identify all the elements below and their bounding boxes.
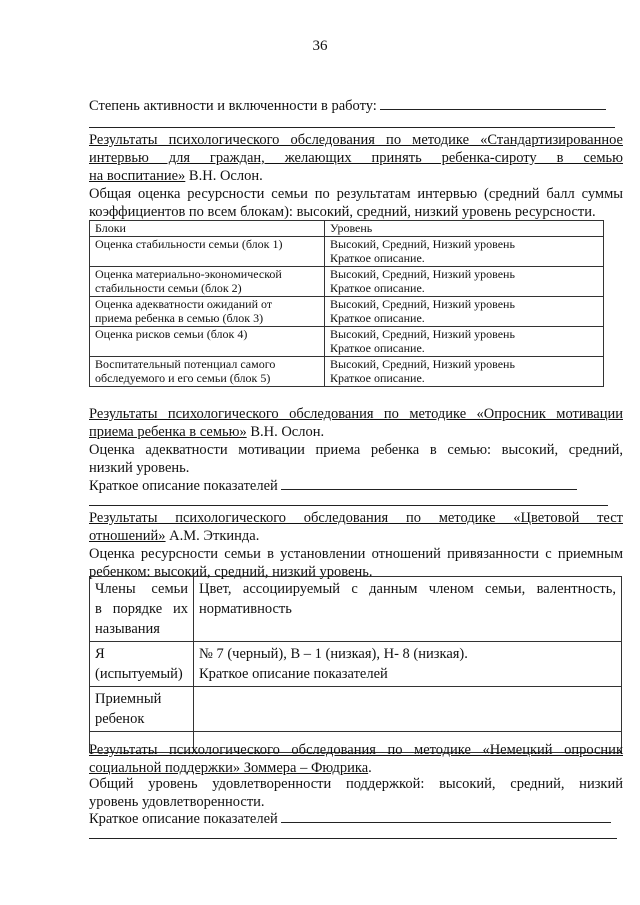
page-number: 36 bbox=[312, 38, 328, 54]
section4-heading-line-2-rest: . bbox=[368, 760, 372, 776]
table-cell-text: Высокий, Средний, Низкий уровень bbox=[330, 326, 515, 341]
table-cell-text: Высокий, Средний, Низкий уровень bbox=[330, 266, 515, 281]
section3-heading-line-2-underlined: отношений» bbox=[89, 528, 166, 544]
section3-heading-line-1: Результаты психологического обследования по методике «Цветовой тест bbox=[89, 510, 623, 526]
table-row bbox=[90, 296, 604, 326]
table-cell-text: нормативность bbox=[199, 601, 292, 617]
table-cell-text: Я bbox=[95, 646, 105, 662]
section2-heading-line-1: Результаты психологического обследования по методике «Опросник мотивации bbox=[89, 406, 623, 422]
section3-heading-line-2-rest: А.М. Эткинда. bbox=[165, 528, 260, 544]
table-cell-text: называния bbox=[95, 621, 160, 637]
section4-summary-line-2 bbox=[89, 838, 617, 839]
section2-text bbox=[89, 441, 623, 477]
table-cell-text: Краткое описание. bbox=[330, 311, 425, 325]
color-test-table bbox=[89, 576, 622, 753]
table-header-members bbox=[90, 577, 194, 642]
section1-heading-line-3-underlined: на воспитание» bbox=[89, 168, 186, 184]
table-cell-level bbox=[325, 356, 604, 386]
section4-text-line-1: Общий уровень удовлетворенности поддержкой: высокий, средний, низкий bbox=[89, 776, 623, 792]
table-cell-level bbox=[325, 296, 604, 326]
table-cell-text: Высокий, Средний, Низкий уровень bbox=[330, 356, 515, 371]
table-cell-text: Оценка адекватности ожиданий от bbox=[95, 296, 273, 311]
table-cell-block bbox=[90, 236, 325, 266]
section2-text-line-1: Оценка адекватности мотивации приема ребенка в семью: высокий, средний, bbox=[89, 442, 623, 458]
table-header-row bbox=[90, 577, 622, 642]
table-cell-level bbox=[325, 326, 604, 356]
section2-summary-line-2 bbox=[89, 505, 608, 506]
section1-text-line-2: коэффициентов по всем блокам): высокий, средний, низкий уровень ресурсности. bbox=[89, 204, 596, 220]
section2-summary-blank bbox=[281, 477, 577, 490]
section2-heading-line-2-rest: В.Н. Ослон. bbox=[246, 424, 325, 440]
table-cell-text: Цвет, ассоциируемый с данным членом семьи, валентность, bbox=[199, 581, 616, 597]
table-row bbox=[90, 642, 622, 687]
table-header-row bbox=[90, 221, 604, 237]
table-row bbox=[90, 266, 604, 296]
family-resources-table bbox=[89, 220, 604, 387]
table-cell-text: Приемный bbox=[95, 691, 162, 707]
table-cell-member bbox=[90, 687, 194, 732]
table-row bbox=[90, 356, 604, 386]
activity-line bbox=[89, 97, 623, 115]
table-cell-text: ребенок bbox=[95, 711, 145, 727]
activity-blank-line-2 bbox=[89, 127, 615, 128]
table-cell-level bbox=[325, 236, 604, 266]
section2-summary-label: Краткое описание показателей bbox=[89, 478, 278, 494]
table-header-level: Уровень bbox=[325, 221, 604, 237]
section4-heading bbox=[89, 741, 623, 777]
table-cell-text: обследуемого и его семьи (блок 5) bbox=[95, 371, 271, 385]
table-cell-text: Воспитательный потенциал самого bbox=[95, 356, 276, 371]
section2-heading bbox=[89, 405, 623, 441]
section1-heading bbox=[89, 131, 623, 185]
table-cell-text: приема ребенка в семью (блок 3) bbox=[95, 311, 264, 325]
table-cell-color bbox=[194, 642, 622, 687]
table-cell-text: в порядке их bbox=[95, 601, 188, 617]
table-cell-text: Краткое описание. bbox=[330, 371, 425, 385]
section1-text-line-1: Общая оценка ресурсности семьи по результатам интервью (средний балл суммы bbox=[89, 186, 623, 202]
table-cell-text: Оценка материально-экономической bbox=[95, 266, 282, 281]
table-cell-text: Оценка рисков семьи (блок 4) bbox=[95, 326, 248, 341]
table-row bbox=[90, 687, 622, 732]
table-cell-text: Краткое описание. bbox=[330, 251, 425, 265]
table-cell-text: № 7 (черный), В – 1 (низкая), Н- 8 (низкая). bbox=[199, 646, 468, 662]
table-header-blocks: Блоки bbox=[90, 221, 325, 237]
section1-heading-line-3-rest: В.Н. Ослон. bbox=[185, 168, 263, 184]
table-cell-member bbox=[90, 642, 194, 687]
table-header-color bbox=[194, 577, 622, 642]
table-cell-text: Краткое описание. bbox=[330, 341, 425, 355]
table-cell-text: Высокий, Средний, Низкий уровень bbox=[330, 236, 515, 251]
activity-blank bbox=[380, 97, 606, 110]
section4-text-line-2: уровень удовлетворенности. bbox=[89, 794, 265, 810]
section4-heading-line-1: Результаты психологического обследования по методике «Немецкий опросник bbox=[89, 742, 623, 758]
table-cell-block bbox=[90, 266, 325, 296]
table-cell-block bbox=[90, 326, 325, 356]
section2-text-line-2: низкий уровень. bbox=[89, 460, 190, 476]
section1-heading-line-1: Результаты психологического обследования по методике «Стандартизированное bbox=[89, 132, 623, 148]
table-cell-text: Члены семьи bbox=[95, 581, 188, 597]
table-cell-block bbox=[90, 296, 325, 326]
table-cell-text: Краткое описание. bbox=[330, 281, 425, 295]
table-cell-color bbox=[194, 687, 622, 732]
table-cell-text: (испытуемый) bbox=[95, 666, 183, 682]
section2-summary bbox=[89, 477, 623, 495]
table-cell-text: Краткое описание показателей bbox=[199, 666, 388, 682]
table-cell-block bbox=[90, 356, 325, 386]
table-cell-level bbox=[325, 266, 604, 296]
section3-text-line-1: Оценка ресурсности семьи в установлении отношений привязанности с приемным bbox=[89, 546, 623, 562]
table-row bbox=[90, 326, 604, 356]
section4-text bbox=[89, 775, 623, 811]
section4-heading-line-2-underlined: социальной поддержки» Зоммера – Фюдрика bbox=[89, 760, 369, 776]
section3-heading bbox=[89, 509, 623, 545]
section3-text-line-2: ребенком: высокий, средний, низкий уровень. bbox=[89, 564, 373, 580]
section4-summary-blank bbox=[281, 810, 611, 823]
section2-heading-line-2-underlined: приема ребенка в семью» bbox=[89, 424, 247, 440]
table-cell-text: Оценка стабильности семьи (блок 1) bbox=[95, 236, 283, 251]
activity-label: Степень активности и включенности в работу: bbox=[89, 98, 377, 114]
section1-heading-line-2: интервью для граждан, желающих принять ребенка-сироту в семью bbox=[89, 150, 623, 166]
table-row bbox=[90, 236, 604, 266]
section1-text bbox=[89, 185, 623, 221]
section4-summary-label: Краткое описание показателей bbox=[89, 811, 278, 827]
table-cell-text: Высокий, Средний, Низкий уровень bbox=[330, 296, 515, 311]
section4-summary bbox=[89, 810, 623, 828]
table-cell-text: стабильности семьи (блок 2) bbox=[95, 281, 242, 295]
